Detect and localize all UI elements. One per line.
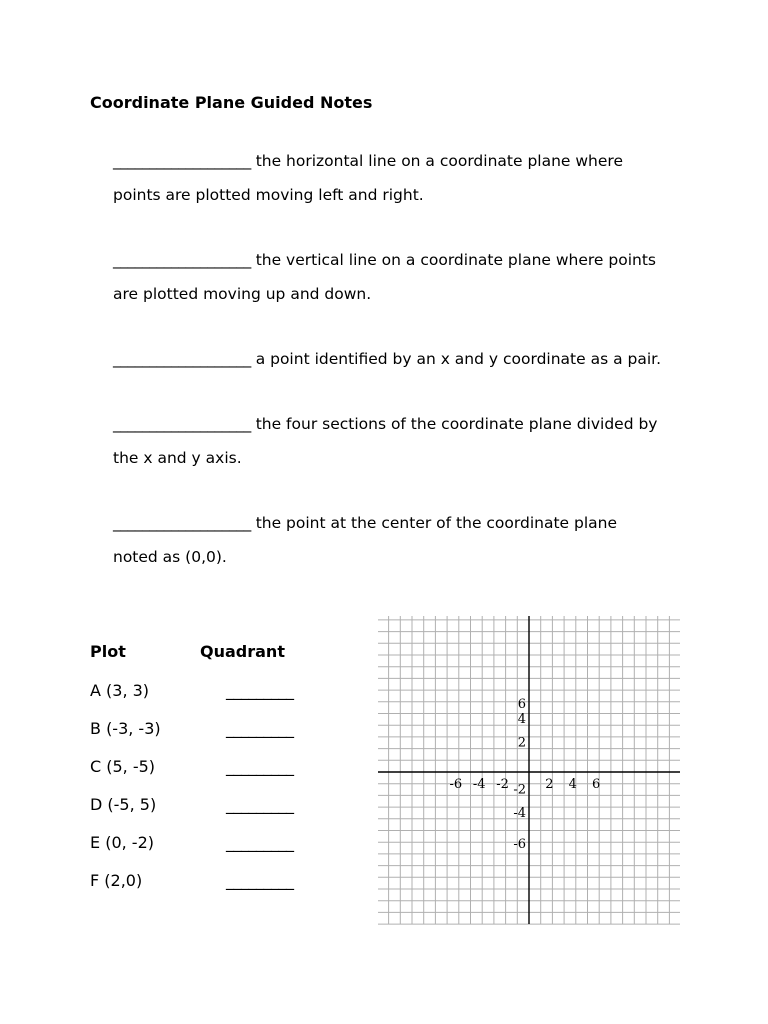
quadrant-answer-blank[interactable]: _________ xyxy=(226,871,294,890)
definition-text: the vertical line on a coordinate plane where points xyxy=(255,251,656,269)
point-label: C (5, -5) xyxy=(90,757,156,776)
x-tick-label: 4 xyxy=(568,777,577,792)
point-label: E (0, -2) xyxy=(90,833,154,852)
x-tick-label: 6 xyxy=(592,777,601,792)
x-tick-label: -2 xyxy=(496,777,509,792)
quadrant-answer-blank[interactable]: _________ xyxy=(226,795,294,814)
x-tick-label: 2 xyxy=(545,777,554,792)
answer-blank[interactable]: ___________________ xyxy=(113,152,251,170)
y-tick-label: -4 xyxy=(513,805,526,821)
point-label: A (3, 3) xyxy=(90,681,150,700)
definition-text: a point identified by an x and y coordinate as a pair. xyxy=(255,350,662,368)
answer-blank[interactable]: ___________________ xyxy=(113,251,251,269)
point-label: D (-5, 5) xyxy=(90,795,157,814)
definition-text-continued: noted as (0,0). xyxy=(113,548,227,566)
page-title: Coordinate Plane Guided Notes xyxy=(90,93,373,112)
point-label: F (2,0) xyxy=(90,871,143,890)
x-tick-label: -6 xyxy=(449,777,463,792)
definition-text-continued: are plotted moving up and down. xyxy=(113,285,372,303)
definition-text-continued: the x and y axis. xyxy=(113,449,242,467)
answer-blank[interactable]: ___________________ xyxy=(113,415,251,433)
definition-text: the point at the center of the coordinate plane xyxy=(255,514,618,532)
definition-text: the horizontal line on a coordinate plane where xyxy=(255,152,623,170)
y-tick-label: 4 xyxy=(517,712,526,728)
y-tick-label: -6 xyxy=(513,837,526,853)
quadrant-answer-blank[interactable]: _________ xyxy=(226,681,294,700)
quadrant-header: Quadrant xyxy=(200,642,285,661)
tick-labels xyxy=(449,697,600,852)
answer-blank[interactable]: ___________________ xyxy=(113,514,251,532)
quadrant-answer-blank[interactable]: _________ xyxy=(226,719,294,738)
x-tick-label: -4 xyxy=(472,777,486,792)
y-tick-label: -2 xyxy=(513,782,526,798)
definition-text-continued: points are plotted moving left and right. xyxy=(113,186,424,204)
quadrant-answer-blank[interactable]: _________ xyxy=(226,833,294,852)
y-tick-label: 2 xyxy=(517,735,526,751)
quadrant-answer-blank[interactable]: _________ xyxy=(226,757,294,776)
answer-blank[interactable]: ___________________ xyxy=(113,350,251,368)
plot-header: Plot xyxy=(90,642,126,661)
y-tick-label: 6 xyxy=(517,696,526,712)
definition-text: the four sections of the coordinate plane divided by xyxy=(255,415,658,433)
point-label: B (-3, -3) xyxy=(90,719,161,738)
